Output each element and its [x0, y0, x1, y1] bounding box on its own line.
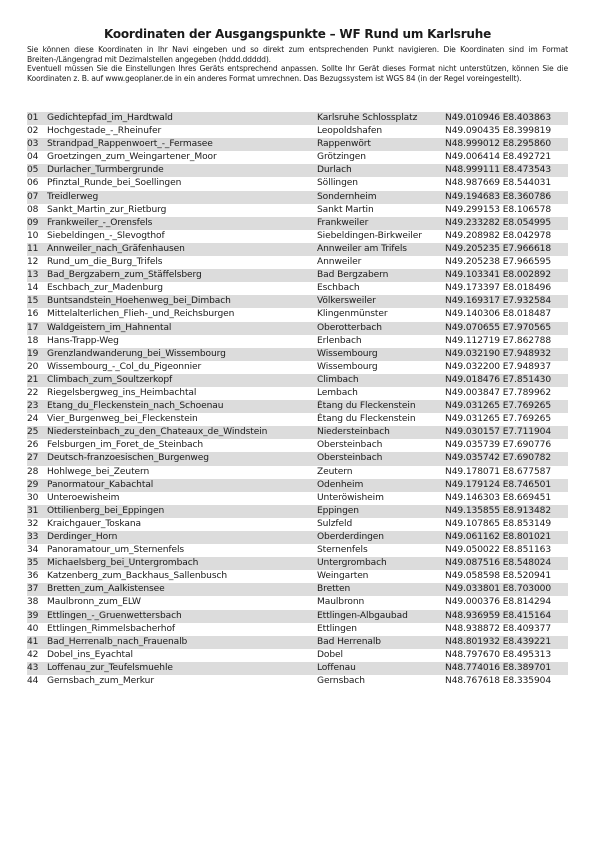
route-name: Wissembourg_-_Col_du_Pigeonnier — [47, 361, 202, 372]
row-number: 16 — [27, 309, 39, 320]
row-number: 39 — [27, 610, 39, 621]
start-location: Grötzingen — [317, 152, 366, 163]
route-name: Climbach_zum_Soultzerkopf — [47, 374, 173, 385]
gps-coordinates: N49.003847 E7.789962 — [445, 387, 552, 398]
route-name: Katzenberg_zum_Backhaus_Sallenbusch — [47, 571, 228, 582]
route-name: Deutsch-franzoesischen_Burgenweg — [47, 453, 209, 464]
table-row — [27, 164, 568, 177]
start-location: Étang du Fleckenstein — [317, 414, 416, 425]
gps-coordinates: N49.031265 E7.769265 — [445, 414, 552, 425]
table-row — [27, 583, 568, 596]
start-location: Odenheim — [317, 479, 364, 490]
gps-coordinates: N49.169317 E7.932584 — [445, 296, 552, 307]
start-location: Eppingen — [317, 505, 359, 516]
row-number: 27 — [27, 453, 39, 464]
start-location: Ettlingen — [317, 623, 357, 634]
start-location: Bad Herrenalb — [317, 636, 381, 647]
route-name: Durlacher_Turmbergrunde — [47, 165, 164, 176]
table-row — [27, 466, 568, 479]
table-row — [27, 518, 568, 531]
row-number: 15 — [27, 296, 39, 307]
route-name: Michaelsberg_bei_Untergrombach — [47, 558, 199, 569]
table-row — [27, 387, 568, 400]
row-number: 28 — [27, 466, 39, 477]
gps-coordinates: N49.070655 E7.970565 — [445, 322, 552, 333]
route-name: Kraichgauer_Toskana — [47, 518, 141, 529]
table-row — [27, 282, 568, 295]
route-name: Panoramatour_um_Sternenfels — [47, 545, 185, 556]
start-location: Obersteinbach — [317, 453, 383, 464]
route-name: Felsburgen_im_Foret_de_Steinbach — [47, 440, 204, 451]
route-name: Treidlerweg — [47, 191, 99, 202]
gps-coordinates: N49.173397 E8.018496 — [445, 283, 552, 294]
table-row — [27, 570, 568, 583]
intro-text — [27, 45, 568, 84]
row-number: 09 — [27, 217, 39, 228]
row-number: 30 — [27, 492, 39, 503]
row-number: 41 — [27, 636, 39, 647]
start-location: Rappenwört — [317, 139, 371, 150]
gps-coordinates: N48.767618 E8.335904 — [445, 676, 552, 687]
route-name: Waldgeistern_im_Hahnental — [47, 322, 172, 333]
route-name: Frankweiler_-_Orensfels — [47, 217, 153, 228]
table-row — [27, 230, 568, 243]
route-name: Riegelsbergweg_ins_Heimbachtal — [47, 387, 197, 398]
table-row — [27, 675, 568, 688]
table-row — [27, 191, 568, 204]
row-number: 23 — [27, 401, 39, 412]
table-row — [27, 322, 568, 335]
route-name: Etang_du_Fleckenstein_nach_Schoenau — [47, 401, 224, 412]
gps-coordinates: N48.999111 E8.473543 — [445, 165, 552, 176]
gps-coordinates: N49.233282 E8.054995 — [445, 217, 552, 228]
row-number: 01 — [27, 113, 39, 123]
gps-coordinates: N49.006414 E8.492721 — [445, 152, 552, 163]
gps-coordinates: N49.010946 E8.403863 — [445, 113, 552, 123]
table-row — [27, 177, 568, 190]
start-location: Obersteinbach — [317, 440, 383, 451]
table-row — [27, 374, 568, 387]
row-number: 44 — [27, 676, 39, 687]
route-name: Panormatour_Kabachtal — [47, 479, 154, 490]
gps-coordinates: N49.032200 E7.948937 — [445, 361, 552, 372]
start-location: Untergrombach — [317, 558, 387, 569]
row-number: 40 — [27, 623, 39, 634]
gps-coordinates: N49.179124 E8.746501 — [445, 479, 552, 490]
start-location: Niedersteinbach — [317, 427, 390, 438]
route-name: Pfinztal_Runde_bei_Soellingen — [47, 178, 182, 189]
start-location: Zeutern — [317, 466, 353, 477]
row-number: 17 — [27, 322, 39, 333]
start-location: Loffenau — [317, 662, 356, 673]
start-location: Frankweiler — [317, 217, 369, 228]
route-name: Unteroewisheim — [47, 492, 120, 503]
start-location: Gernsbach — [317, 676, 365, 687]
route-name: Gedichtepfad_im_Hardtwald — [47, 113, 173, 123]
start-location: Sulzfeld — [317, 518, 353, 529]
gps-coordinates: N49.035739 E7.690776 — [445, 440, 552, 451]
gps-coordinates: N49.146303 E8.669451 — [445, 492, 552, 503]
gps-coordinates: N49.107865 E8.853149 — [445, 518, 552, 529]
row-number: 18 — [27, 335, 39, 346]
row-number: 22 — [27, 387, 39, 398]
gps-coordinates: N49.178071 E8.677587 — [445, 466, 552, 477]
coordinates-table — [27, 112, 568, 688]
gps-coordinates: N49.030157 E7.711904 — [445, 427, 552, 438]
table-row — [27, 204, 568, 217]
table-row — [27, 308, 568, 321]
table-row — [27, 335, 568, 348]
table-row — [27, 269, 568, 282]
route-name: Dobel_ins_Eyachtal — [47, 649, 133, 660]
start-location: Dobel — [317, 649, 343, 660]
route-name: Rund_um_die_Burg_Trifels — [47, 257, 163, 268]
table-row — [27, 596, 568, 609]
gps-coordinates: N49.058598 E8.520941 — [445, 571, 552, 582]
start-location: Unteröwisheim — [317, 492, 384, 503]
start-location: Annweiler — [317, 257, 362, 268]
row-number: 02 — [27, 126, 39, 137]
row-number: 36 — [27, 571, 39, 582]
gps-coordinates: N49.205235 E7.966618 — [445, 243, 552, 254]
table-row — [27, 557, 568, 570]
route-name: Groetzingen_zum_Weingartener_Moor — [47, 152, 217, 163]
table-row — [27, 426, 568, 439]
start-location: Wissembourg — [317, 361, 378, 372]
start-location: Erlenbach — [317, 335, 362, 346]
gps-coordinates: N49.050022 E8.851163 — [445, 545, 552, 556]
table-row — [27, 636, 568, 649]
gps-coordinates: N48.987669 E8.544031 — [445, 178, 552, 189]
gps-coordinates: N49.140306 E8.018487 — [445, 309, 552, 320]
table-row — [27, 400, 568, 413]
gps-coordinates: N49.090435 E8.399819 — [445, 126, 552, 137]
table-row — [27, 544, 568, 557]
row-number: 32 — [27, 518, 39, 529]
start-location: Wissembourg — [317, 348, 378, 359]
gps-coordinates: N49.112719 E7.862788 — [445, 335, 552, 346]
route-name: Hohlwege_bei_Zeutern — [47, 466, 150, 477]
start-location: Eschbach — [317, 283, 360, 294]
route-name: Hochgestade_-_Rheinufer — [47, 126, 162, 137]
gps-coordinates: N49.000376 E8.814294 — [445, 597, 552, 608]
row-number: 10 — [27, 230, 39, 241]
route-name: Bretten_zum_Aalkistensee — [47, 584, 165, 595]
row-number: 34 — [27, 545, 39, 556]
gps-coordinates: N49.032190 E7.948932 — [445, 348, 552, 359]
row-number: 11 — [27, 243, 39, 254]
start-location: Étang du Fleckenstein — [317, 401, 416, 412]
start-location: Oberderdingen — [317, 532, 384, 542]
route-name: Bad_Bergzabern_zum_Stäffelsberg — [47, 270, 202, 281]
table-row — [27, 348, 568, 361]
start-location: Ettlingen-Albgaubad — [317, 610, 408, 621]
route-name: Mittelalterlichen_Flieh-_und_Reichsburgen — [47, 309, 235, 320]
table-row — [27, 623, 568, 636]
table-row — [27, 610, 568, 623]
table-row — [27, 439, 568, 452]
table-row — [27, 505, 568, 518]
gps-coordinates: N49.087516 E8.548024 — [445, 558, 552, 569]
page-title: Koordinaten der Ausgangspunkte – WF Rund um Karlsruhe — [103, 27, 492, 41]
table-row — [27, 662, 568, 675]
intro-paragraph-2: Eventuell müssen Sie die Einstellungen Ihres Geräts entsprechend anpassen. Sollte Ihr Gerät dieses Format nicht unterstützen, können Sie die Koordinaten z. B. auf www.geoplaner.de in ein anderes Format umrechnen. Das Bezugssystem ist WGS 84 (in der Regel voreingestellt). — [27, 64, 568, 84]
table-row — [27, 649, 568, 662]
row-number: 04 — [27, 152, 39, 163]
row-number: 35 — [27, 558, 39, 569]
route-name: Gernsbach_zum_Merkur — [47, 676, 154, 687]
gps-coordinates: N49.205238 E7.966595 — [445, 257, 552, 268]
gps-coordinates: N48.774016 E8.389701 — [445, 662, 552, 673]
route-name: Ettlingen_Rimmelsbacherhof — [47, 623, 176, 634]
table-row — [27, 295, 568, 308]
route-name: Buntsandstein_Hoehenweg_bei_Dimbach — [47, 296, 231, 307]
row-number: 13 — [27, 270, 39, 281]
route-name: Sankt_Martin_zur_Rietburg — [47, 204, 167, 215]
route-name: Grenzlandwanderung_bei_Wissembourg — [47, 348, 226, 359]
route-name: Ettlingen_-_Gruenwettersbach — [47, 610, 182, 621]
gps-coordinates: N49.194683 E8.360786 — [445, 191, 552, 202]
gps-coordinates: N48.938872 E8.409377 — [445, 623, 552, 634]
row-number: 38 — [27, 597, 39, 608]
start-location: Siebeldingen-Birkweiler — [317, 230, 422, 241]
start-location: Durlach — [317, 165, 352, 176]
row-number: 26 — [27, 440, 39, 451]
start-location: Bad Bergzabern — [317, 270, 389, 281]
table-row — [27, 256, 568, 269]
row-number: 12 — [27, 257, 39, 268]
row-number: 31 — [27, 505, 39, 516]
route-name: Ottilienberg_bei_Eppingen — [47, 505, 165, 516]
route-name: Hans-Trapp-Weg — [47, 335, 119, 346]
table-row — [27, 125, 568, 138]
intro-paragraph-1: Sie können diese Koordinaten in Ihr Navi eingeben und so direkt zum entsprechenden Punkt navigieren. Die Koordinaten sind im Format Breiten-/Längengrad mit Dezimalstellen angegeben (hddd.ddddd). — [27, 45, 568, 64]
row-number: 42 — [27, 649, 39, 660]
table-row — [27, 217, 568, 230]
start-location: Sondernheim — [317, 191, 377, 202]
row-number: 33 — [27, 532, 39, 542]
start-location: Sternenfels — [317, 545, 368, 556]
route-name: Bad_Herrenalb_nach_Frauenalb — [47, 636, 188, 647]
row-number: 37 — [27, 584, 39, 595]
gps-coordinates: N49.035742 E7.690782 — [445, 453, 552, 464]
start-location: Weingarten — [317, 571, 369, 582]
start-location: Climbach — [317, 374, 359, 385]
route-name: Derdinger_Horn — [47, 532, 118, 542]
row-number: 24 — [27, 414, 39, 425]
gps-coordinates: N49.033801 E8.703000 — [445, 584, 552, 595]
row-number: 29 — [27, 479, 39, 490]
route-name: Maulbronn_zum_ELW — [47, 597, 141, 608]
table-row — [27, 479, 568, 492]
table-row — [27, 151, 568, 164]
table-row — [27, 138, 568, 151]
gps-coordinates: N49.135855 E8.913482 — [445, 505, 552, 516]
row-number: 14 — [27, 283, 39, 294]
table-row — [27, 413, 568, 426]
start-location: Leopoldshafen — [317, 126, 383, 137]
gps-coordinates: N49.299153 E8.106578 — [445, 204, 552, 215]
start-location: Söllingen — [317, 178, 358, 189]
start-location: Bretten — [317, 584, 351, 595]
route-name: Annweiler_nach_Gräfenhausen — [47, 243, 185, 254]
start-location: Lembach — [317, 387, 358, 398]
start-location: Klingenmünster — [317, 309, 388, 320]
gps-coordinates: N48.801932 E8.439221 — [445, 636, 552, 647]
row-number: 08 — [27, 204, 39, 215]
route-name: Niedersteinbach_zu_den_Chateaux_de_Windstein — [47, 427, 268, 438]
table-row — [27, 361, 568, 374]
row-number: 03 — [27, 139, 39, 150]
row-number: 07 — [27, 191, 39, 202]
row-number: 06 — [27, 178, 39, 189]
table-row — [27, 112, 568, 125]
row-number: 20 — [27, 361, 39, 372]
route-name: Strandpad_Rappenwoert_-_Fermasee — [47, 139, 213, 150]
row-number: 05 — [27, 165, 39, 176]
route-name: Siebeldingen_-_Slevogthof — [47, 230, 165, 241]
row-number: 21 — [27, 374, 39, 385]
route-name: Vier_Burgenweg_bei_Fleckenstein — [47, 414, 198, 425]
gps-coordinates: N48.936959 E8.415164 — [445, 610, 552, 621]
gps-coordinates: N48.797670 E8.495313 — [445, 649, 552, 660]
start-location: Maulbronn — [317, 597, 365, 608]
table-row — [27, 452, 568, 465]
row-number: 25 — [27, 427, 39, 438]
start-location: Sankt Martin — [317, 204, 374, 215]
table-row — [27, 243, 568, 256]
gps-coordinates: N49.061162 E8.801021 — [445, 532, 552, 542]
start-location: Karlsruhe Schlossplatz — [317, 113, 418, 123]
row-number: 43 — [27, 662, 39, 673]
row-number: 19 — [27, 348, 39, 359]
route-name: Eschbach_zur_Madenburg — [47, 283, 163, 294]
table-row — [27, 492, 568, 505]
table-row — [27, 531, 568, 544]
route-name: Loffenau_zur_Teufelsmuehle — [47, 662, 173, 673]
start-location: Völkersweiler — [317, 296, 376, 307]
gps-coordinates: N49.103341 E8.002892 — [445, 270, 552, 281]
gps-coordinates: N48.999012 E8.295860 — [445, 139, 552, 150]
gps-coordinates: N49.031265 E7.769265 — [445, 401, 552, 412]
start-location: Annweiler am Trifels — [317, 243, 407, 254]
start-location: Oberotterbach — [317, 322, 382, 333]
gps-coordinates: N49.018476 E7.851430 — [445, 374, 552, 385]
gps-coordinates: N49.208982 E8.042978 — [445, 230, 552, 241]
